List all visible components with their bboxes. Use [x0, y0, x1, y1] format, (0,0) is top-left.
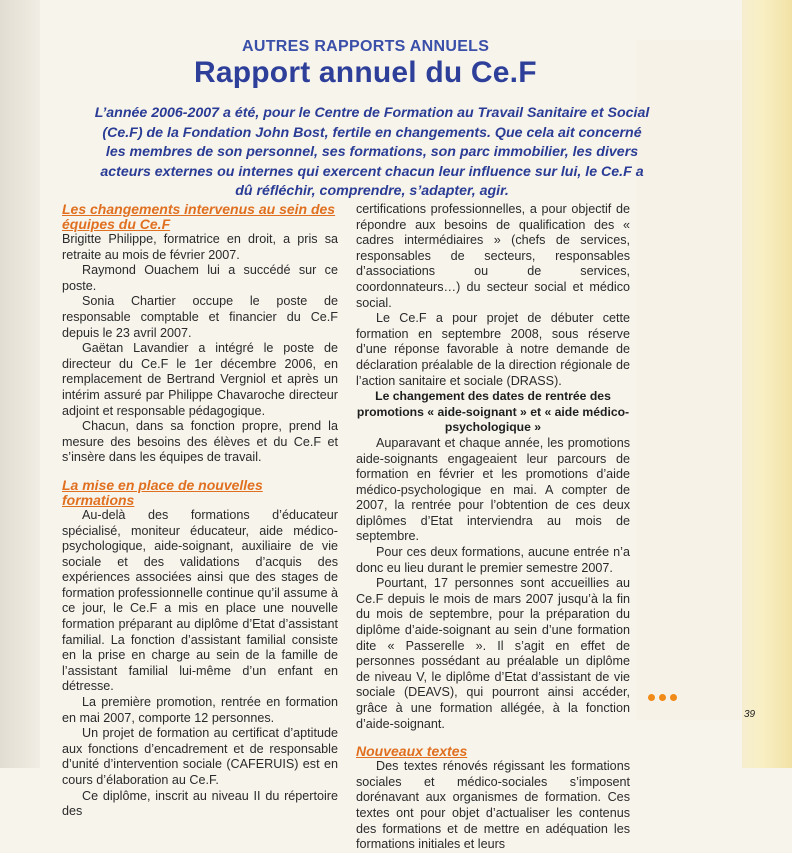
heading-new-trainings: La mise en place de nouvelles formations [62, 476, 263, 508]
page-number: 39 [744, 709, 756, 720]
subheading-intake-dates: Le changement des dates de rentrée des promotions « aide-soignant » et « aide médico-psychologique » [356, 389, 630, 435]
paragraph: Ce diplôme, inscrit au niveau II du répertoire des [62, 788, 338, 819]
paragraph: Pourtant, 17 personnes sont accueillies au Ce.F depuis le mois de mars 2007 jusqu’à la fin du mois de septembre, pour la préparation du diplôme d’aide-soignant au sein d’une formation dite « Passerelle ». Il s’agit en effet de personnes possédant au préalable un diplôme de niveau V, le diplôme d’Etat d’assistant de vie sociale (DEAVS), qui pourront ainsi accéder, grâce à une formation allégée, à la fonction d’aide-soignant. [356, 576, 630, 731]
paragraph: Au-delà des formations d’éducateur spécialisé, moniteur éducateur, aide médico-psychologique, aide-soignant, auxiliaire de vie sociale et des validations d’acquis des expériences associées ainsi que des stages de formation professionnelle continue qu’il assume à ce jour, le Ce.F a mis en place une nouvelle formation préparant au diplôme d’Etat d’assistant familial. La fonction d’assistant familial consiste en la prise en charge au sein de la famille de l’assistant familial lui-même d’un enfant en détresse. [62, 507, 338, 694]
dot-icon [659, 694, 666, 701]
decorative-side-band [742, 0, 792, 768]
paragraph: certifications professionnelles, a pour objectif de répondre aux besoins de qualification des « cadres intermédiaires » (chefs de services, responsables de secteurs, responsables d’associations ou de services, coordonnateurs…) du secteur social et médico social. [356, 202, 630, 310]
paragraph: Le Ce.F a pour projet de débuter cette formation en septembre 2008, sous réserve d’une réponse favorable à notre demande de déclaration préalable de la direction régionale de l’action sanitaire et sociale (DRASS). [356, 311, 630, 388]
right-column [356, 202, 630, 853]
paragraph: La première promotion, rentrée en formation en mai 2007, comporte 12 personnes. [62, 695, 338, 725]
paragraph: Auparavant et chaque année, les promotions aide-soignants engageaient leur parcours de formation en février et les promotions d’aide médico-psychologique en mai. A compter de 2007, la rentrée pour l’obtention de ces deux diplômes d’Etat interviendra au mois de septembre. [356, 435, 630, 544]
left-column [62, 202, 338, 820]
paragraph: Brigitte Philippe, formatrice en droit, a pris sa retraite au mois de février 2007. [62, 232, 338, 262]
paragraph: Pour ces deux formations, aucune entrée n’a donc eu lieu durant le premier semestre 2007. [356, 545, 630, 575]
section-kicker: AUTRES RAPPORTS ANNUELS [242, 38, 490, 55]
page-title: Rapport annuel du Ce.F [194, 56, 537, 89]
paragraph: Des textes rénovés régissant les formations sociales et médico-sociales s’imposent dorénavant aux organismes de formation. Ces textes ont pour objet d’actualiser les contenus des formations et de mettre en adéquation les formations initiales et leurs [356, 759, 630, 852]
lead-paragraph: L’année 2006-2007 a été, pour le Centre de Formation au Travail Sanitaire et Social (Ce.F) de la Fondation John Bost, fertile en changements. Que cela ait concerné les membres de son personnel, ses formations, son parc immobilier, les divers acteurs externes ou internes qui exercent chacun leur influence sur lui, le Ce.F a dû réfléchir, comprendre, s’adapter, agir. [94, 105, 650, 200]
paragraph: Chacun, dans sa fonction propre, prend la mesure des besoins des élèves et du Ce.F et s’insère dans les équipes de travail. [62, 419, 338, 465]
paragraph: Raymond Ouachem lui a succédé sur ce poste. [62, 263, 338, 293]
paragraph: Un projet de formation au certificat d’aptitude aux fonctions d’encadrement et de responsable d’unité d’intervention sociale (CAFERUIS) est en cours d’élaboration au Ce.F. [62, 726, 338, 787]
heading-new-texts: Nouveaux textes [356, 743, 468, 760]
dot-icon [648, 694, 655, 701]
heading-staff-changes: Les changements intervenus au sein des équipes du Ce.F [62, 201, 336, 232]
adjacent-page-gutter [0, 0, 40, 768]
paragraph: Sonia Chartier occupe le poste de responsable comptable et financier du Ce.F depuis le 23 avril 2007. [62, 294, 338, 340]
dot-icon [670, 694, 677, 701]
decorative-dots [648, 694, 682, 704]
paragraph: Gaëtan Lavandier a intégré le poste de directeur du Ce.F le 1er décembre 2006, en remplacement de Bertrand Vergniol et après un intérim assuré par Philippe Chavaroche directeur adjoint et responsable pédagogique. [62, 341, 338, 418]
